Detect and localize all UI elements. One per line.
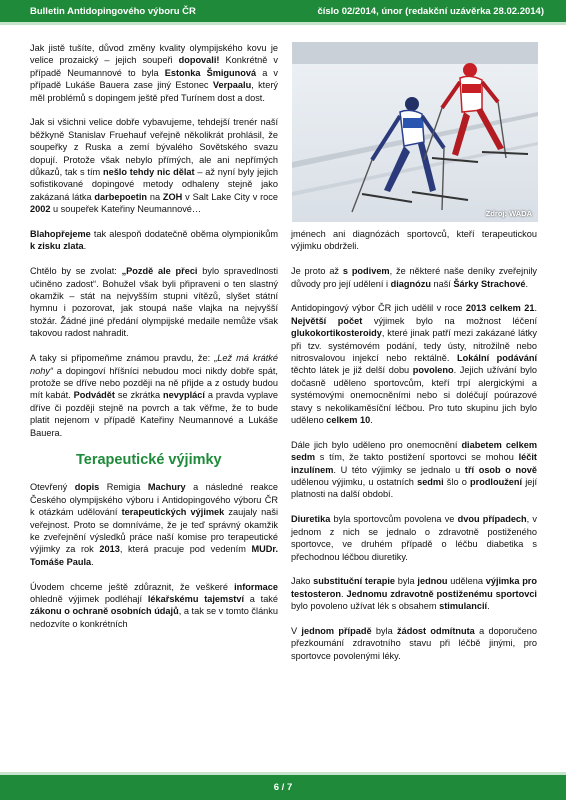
ski-photo-illustration [292, 42, 538, 222]
paragraph [291, 625, 537, 662]
paragraph [291, 228, 537, 253]
bold-text: k zisku zlata [30, 241, 84, 252]
text-run: . Jejich užívání bylo dočasně uděleno sportovcům, kteří trpí alergickými a systémovými onemocněními nebo si doléčují poúrazové stavy s nekolikaměsíční léčbou. Pro tuto skupinu jich bylo uděleno [291, 365, 537, 426]
bold-text: Estonka Šmigunová [164, 67, 257, 78]
text-run: a pravda vyplave dříve či později stejně na povrch a tak věřme, že to bude platit nejenom v případě Kateřiny Neumannové a Lukáše Bauera. [30, 390, 278, 438]
text-run: se zkrátka [114, 390, 164, 401]
bold-text: s podivem [342, 266, 390, 277]
text-run: u soupeřek Kateřiny Neumannové… [50, 204, 202, 215]
bold-text: sedmi [417, 477, 444, 488]
bold-text: 2013 celkem 21 [465, 303, 535, 314]
text-run: , v jednom z nich se jednalo o zdravotně postiženého sportovce, ve druhém případě o léčbu diabetika s přechodnou léčbou diuretiky. [291, 514, 537, 562]
paragraph [30, 352, 278, 439]
text-run: a v případě Lukáše Bauera zase jiný Estonec [30, 67, 278, 91]
text-run: šlo o [443, 477, 471, 488]
bold-text: darbepoetin [94, 191, 147, 202]
text-run: tak alespoň dodatečně oběma olympionikům [90, 229, 278, 240]
text-run: . U této výjimky se jednalo u [333, 464, 465, 475]
bold-text: glukokortikosteroidy [291, 328, 382, 339]
text-run: , a tak se v tomto článku nedozvíte o konkrétních [30, 606, 278, 629]
text-run: ohledně výjimek podléhají [30, 593, 148, 604]
section-title: Terapeutické výjimky [76, 452, 222, 469]
bold-text: Machury [147, 482, 186, 493]
bold-text: výjimka pro testosteron [291, 576, 537, 599]
text-run: výjimek bylo na možnost léčení [362, 315, 537, 326]
text-run: naší [430, 278, 454, 289]
text-run: . [534, 303, 537, 314]
text-run: , které jinak patří mezi zakázané látky při tzv. systémovém podání, tedy ústy, nitrožilně nebo nitrosvalovou injekcí nebo rektálně. [291, 328, 537, 364]
bold-text: substituční terapie [313, 576, 396, 587]
text-run: . [525, 278, 528, 289]
bold-text: léčit inzulínem [291, 452, 537, 475]
text-run: byla [371, 625, 397, 636]
text-run: . [83, 241, 87, 252]
page-footer [0, 775, 566, 800]
right-column [291, 228, 537, 662]
text-run: . [341, 588, 347, 599]
bold-text: Jednomu zdravotně postiženému sportovci [346, 588, 537, 599]
text-run: Dále jich bylo uděleno pro onemocnění [291, 439, 462, 450]
bold-text: ZOH [162, 191, 183, 202]
bold-text: informace [234, 581, 278, 592]
text-run: Jako [291, 576, 314, 587]
bold-text: terapeutických výjimek [121, 507, 225, 518]
ski-racers-photo [292, 42, 538, 222]
issue-info: číslo 02/2014, únor (redakční uzávěrka 28.02.2014) [317, 5, 544, 17]
text-run: Jak si všichni velice dobře vybavujeme, tehdejší trenér naší běžkyně Stanislav Fruehauf veřejně několikrát prohlásil, že soupeřky z Ruska a zemí bývalého Sovětského svazu dopují. Protože však nebylo přímých, ale ani nepřímých důkazů, tak s tím [30, 117, 278, 178]
text-run: . [370, 415, 373, 426]
bold-text: Lokální podávání [456, 353, 538, 364]
bulletin-title: Bulletin Antidopingového výboru ČR [30, 5, 196, 17]
paragraph [30, 42, 278, 104]
paragraph [30, 265, 278, 339]
text-run: A taky si připomeňme známou pravdu, že: [30, 353, 215, 364]
paragraph [30, 481, 278, 568]
text-run: . [487, 601, 490, 612]
paragraph [30, 228, 278, 253]
text-run: a dopingoví hříšníci nebudou moci nikdy dobře spát, protože se dříve nebo později na ně přijde a z ostudy budou mít kabát. [30, 365, 278, 401]
bold-text: žádost odmítnuta [397, 625, 475, 636]
text-run: Úvodem chceme ještě zdůraznit, že veškeré [30, 581, 235, 592]
bold-text: Šárky Strachové [453, 278, 526, 289]
paragraph [291, 575, 537, 612]
paragraph [291, 513, 537, 563]
bold-text: zákonu o ochraně osobních údajů [30, 606, 179, 617]
text-run: Jak jistě tušíte, důvod změny kvality olympijského kovu je velice prozaický – jejich soupeři [30, 43, 278, 66]
bold-text: stimulancií [439, 601, 488, 612]
bold-text: MUDr. Tomáše Paula [30, 544, 278, 567]
bold-text: Podvádět [73, 390, 115, 401]
text-run: její platnosti na další období. [291, 477, 537, 500]
text-run: na [147, 191, 163, 202]
text-run: jménech ani diagnózách sportovců, kteří terapeutickou výjimku obdrželi. [291, 229, 537, 252]
paragraph [30, 581, 278, 631]
bold-text: 2013 [99, 544, 120, 555]
text-run: Antidopingový výbor ČR jich udělil v roce [291, 303, 466, 314]
text-run: Remigia [99, 482, 148, 493]
text-run: , která pracuje pod vedením [119, 544, 252, 555]
text-run: Je proto až [291, 266, 343, 277]
header-divider [0, 22, 566, 25]
bold-text: nevyplácí [163, 390, 205, 401]
bold-text: prodloužení [470, 477, 523, 488]
bold-text: jednou [417, 576, 448, 587]
text-run: Otevřený [30, 482, 75, 493]
bold-text: 2002 [30, 204, 51, 215]
bold-text: dopis [74, 482, 100, 493]
text-run: Chtělo by se zvolat: [30, 266, 122, 277]
bold-text: nešlo tehdy nic dělat [102, 167, 195, 178]
text-run: udělena [447, 576, 486, 587]
text-run: s tím, že takto postižení sportovci se mohou [315, 452, 519, 463]
bold-text: tří osob o nově [464, 464, 537, 475]
text-run: zaujaly naši veřejnost. Proto se domníváme, že je teď správný okamžik ke zveřejnění výsledků práce naší komise pro terapeutické výjimky za rok [30, 507, 278, 555]
text-run: bylo spravedlnosti učiněno zadost“. Bohužel však byli připraveni o ten slastný okamžik – stát na nejvyšším stupni vítězů, slyšet státní hymnu i pozorovat, jak stoupá naše vlajka na nejvyšší stožár. Žádné jiné předání olympijské medaile nemůže však takovou radost nahradit. [30, 266, 278, 339]
bold-text: celkem 10 [326, 415, 371, 426]
text-run: a doporučeno přezkoumání zdravotního stavu při léčbě jinými, pro sportovce povolenými léky. [291, 625, 537, 661]
page-number: 6 / 7 [273, 782, 293, 793]
paragraph [291, 439, 537, 501]
left-column [30, 42, 278, 630]
bold-text: Verpaalu [212, 80, 252, 91]
paragraph [291, 302, 537, 426]
bold-text: lékařskému tajemství [147, 593, 245, 604]
text-run: , který měl problémů s dopingem ještě před Turínem dost a dost. [30, 80, 278, 103]
text-run: udělenou výjimku, u ostatních [291, 477, 418, 488]
bold-text: dvou případech [457, 514, 527, 525]
paragraph [30, 116, 278, 215]
paragraph [291, 265, 537, 290]
bold-text: diagnózu [390, 278, 431, 289]
bold-text: povoleno [412, 365, 454, 376]
text-run: a také [244, 593, 279, 604]
italic-text: „Lež má krátké nohy“ [30, 353, 279, 376]
text-run: V [291, 625, 302, 636]
text-run: , že některé naše deníky zveřejnily důvody pro její udělení i [291, 266, 537, 289]
text-run: byla [395, 576, 418, 587]
text-run: . [91, 556, 94, 567]
bold-text: jednom případě [301, 625, 372, 636]
bold-text: dopovali! [178, 55, 220, 66]
text-run: bylo povoleno užívat lék s obsahem [291, 601, 440, 612]
bold-text: Diuretika [291, 514, 331, 525]
text-run: těchto látek je již delší dobu [291, 365, 413, 376]
bold-text: „Pozdě ale přeci [121, 266, 198, 277]
text-run: – až nyní byly jejich sofistikované dopingové metody odhaleny stejně jako zakázaná látka [30, 167, 279, 202]
text-run: a následné reakce Českého olympijského výboru i Antidopingového výboru ČR k otázkám udělování [30, 482, 279, 518]
bold-text: Blahopřejeme [30, 229, 91, 240]
bulletin-header [0, 0, 566, 22]
text-run: v Salt Lake City v roce [182, 191, 278, 202]
text-run: Konkrétně v případě Neumannové to byla [30, 55, 278, 78]
bold-text: Největší počet [291, 315, 363, 326]
photo-credit: Zdroj: WADA [485, 209, 532, 218]
text-run: byla sportovcům povolena ve [330, 514, 458, 525]
bold-text: diabetem celkem sedm [291, 439, 537, 463]
